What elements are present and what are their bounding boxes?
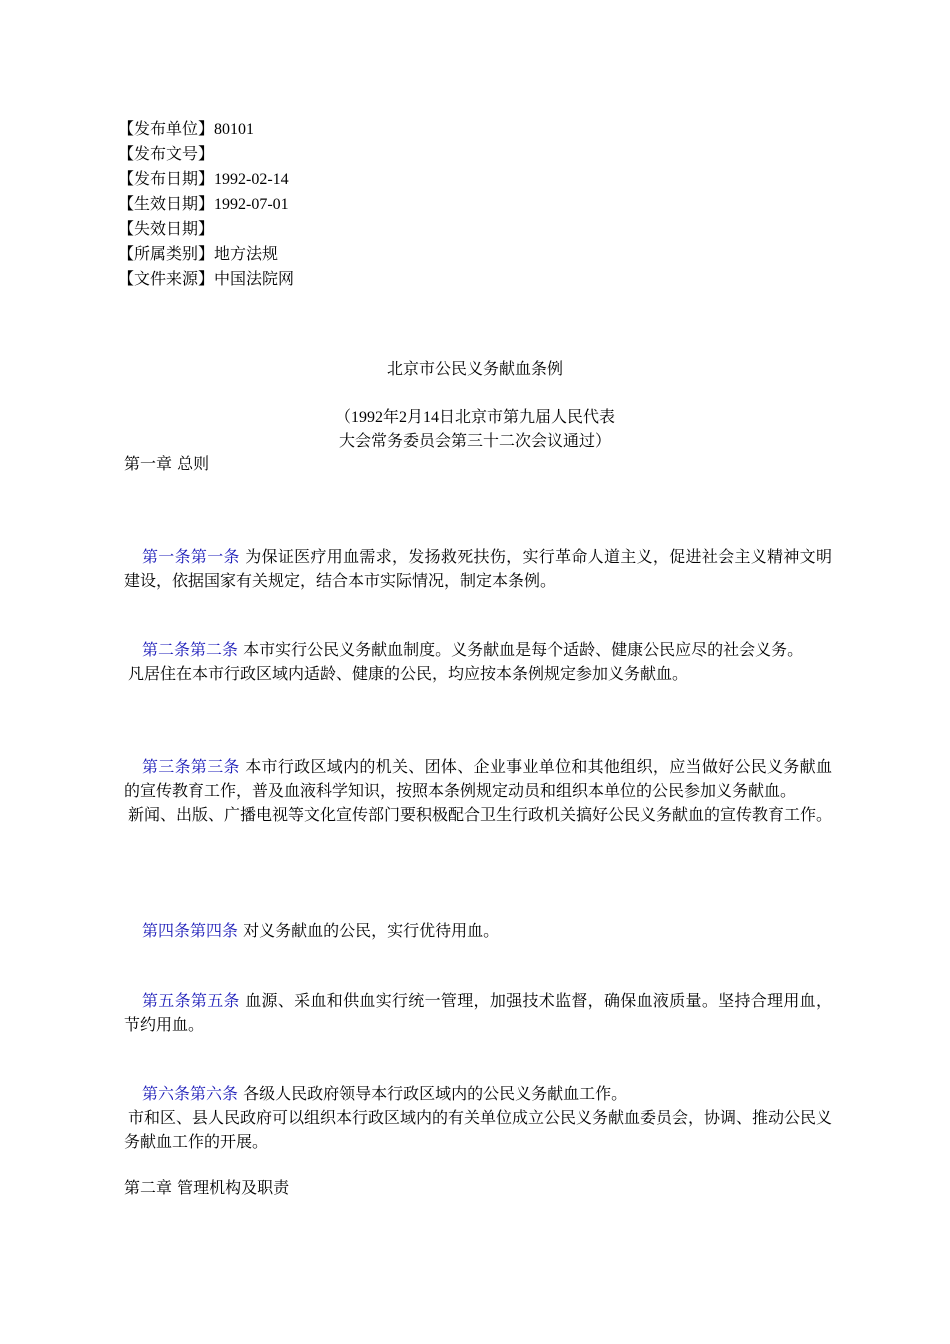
meta-label: 【发布日期】 <box>118 169 215 188</box>
article-paragraph <box>124 1082 832 1106</box>
article-subparagraph: 新闻、出版、广播电视等文化宣传部门要积极配合卫生行政机关搞好公民义务献血的宣传教育工作。 <box>128 805 833 824</box>
article-subparagraph: 市和区、县人民政府可以组织本行政区域内的有关单位成立公民义务献血委员会，协调、推动公民义务献血工作的开展。 <box>124 1108 833 1151</box>
article-6 <box>124 1082 832 1154</box>
article-paragraph <box>124 919 832 943</box>
meta-value: 1992-07-01 <box>214 196 289 213</box>
article-paragraph <box>124 638 832 662</box>
article-3 <box>124 755 832 827</box>
meta-row-publisher <box>118 116 518 141</box>
article-1 <box>124 545 832 593</box>
subtitle-month: 2 <box>399 409 407 426</box>
meta-row-category <box>118 241 518 266</box>
article-text: 本市实行公民义务献血制度。义务献血是每个适龄、健康公民应尽的社会义务。 <box>238 640 804 659</box>
article-text: 各级人民政府领导本行政区域内的公民义务献血工作。 <box>238 1084 628 1103</box>
meta-row-doc-number <box>118 141 518 166</box>
article-2 <box>124 638 832 686</box>
document-title: 北京市公民义务献血条例 <box>386 359 563 378</box>
article-paragraph <box>124 989 832 1037</box>
article-text: 对义务献血的公民，实行优待用血。 <box>238 921 500 940</box>
article-label: 第四条第四条 <box>142 921 239 940</box>
subtitle-year: 1992 <box>350 409 383 426</box>
metadata-block <box>118 116 518 291</box>
article-paragraph <box>124 545 832 593</box>
meta-label: 【失效日期】 <box>118 219 215 238</box>
article-label: 第六条第六条 <box>142 1084 239 1103</box>
meta-value: 中国法院网 <box>214 269 295 288</box>
subtitle-line-2: 大会常务委员会第三十二次会议通过） <box>338 431 611 450</box>
meta-row-effective-date <box>118 191 518 216</box>
meta-label: 【发布单位】 <box>118 119 215 138</box>
subtitle-day: 14 <box>423 409 440 426</box>
meta-row-expiry-date <box>118 216 518 241</box>
subtitle-year-unit: 年 <box>382 407 399 426</box>
article-label: 第三条第三条 <box>142 757 240 776</box>
meta-label: 【生效日期】 <box>118 194 215 213</box>
article-subparagraph: 凡居住在本市行政区域内适龄、健康的公民，均应按本条例规定参加义务献血。 <box>128 664 689 683</box>
article-text: 血源、采血和供血实行统一管理，加强技术监督，确保血液质量。坚持合理用血，节约用血。 <box>124 991 832 1034</box>
meta-value: 地方法规 <box>214 244 279 263</box>
meta-label: 【发布文号】 <box>118 144 215 163</box>
article-text: 为保证医疗用血需求，发扬救死扶伤，实行革命人道主义，促进社会主义精神文明建设，依据国家有关规定，结合本市实际情况，制定本条例。 <box>124 547 832 590</box>
meta-value: 80101 <box>214 121 255 138</box>
article-4 <box>124 919 832 943</box>
subtitle-month-unit: 月 <box>407 407 424 426</box>
meta-row-source <box>118 266 518 291</box>
article-label: 第一条第一条 <box>142 547 240 566</box>
meta-row-publish-date <box>118 166 518 191</box>
chapter-heading-2: 第二章 管理机构及职责 <box>124 1178 290 1197</box>
article-text: 本市行政区域内的机关、团体、企业事业单位和其他组织，应当做好公民义务献血的宣传教育工作，普及血液科学知识，按照本条例规定动员和组织本单位的公民参加义务献血。 <box>124 757 832 800</box>
article-paragraph <box>124 755 832 803</box>
subtitle-line-1 <box>0 405 950 430</box>
meta-label: 【所属类别】 <box>118 244 215 263</box>
chapter-heading-1: 第一章 总则 <box>124 454 210 473</box>
subtitle-rest: 日北京市第九届人民代表 <box>439 407 616 426</box>
meta-label: 【文件来源】 <box>118 269 215 288</box>
subtitle-paren: （ <box>334 407 351 426</box>
meta-value: 1992-02-14 <box>214 171 289 188</box>
article-5 <box>124 989 832 1037</box>
article-label: 第五条第五条 <box>142 991 240 1010</box>
article-label: 第二条第二条 <box>142 640 239 659</box>
